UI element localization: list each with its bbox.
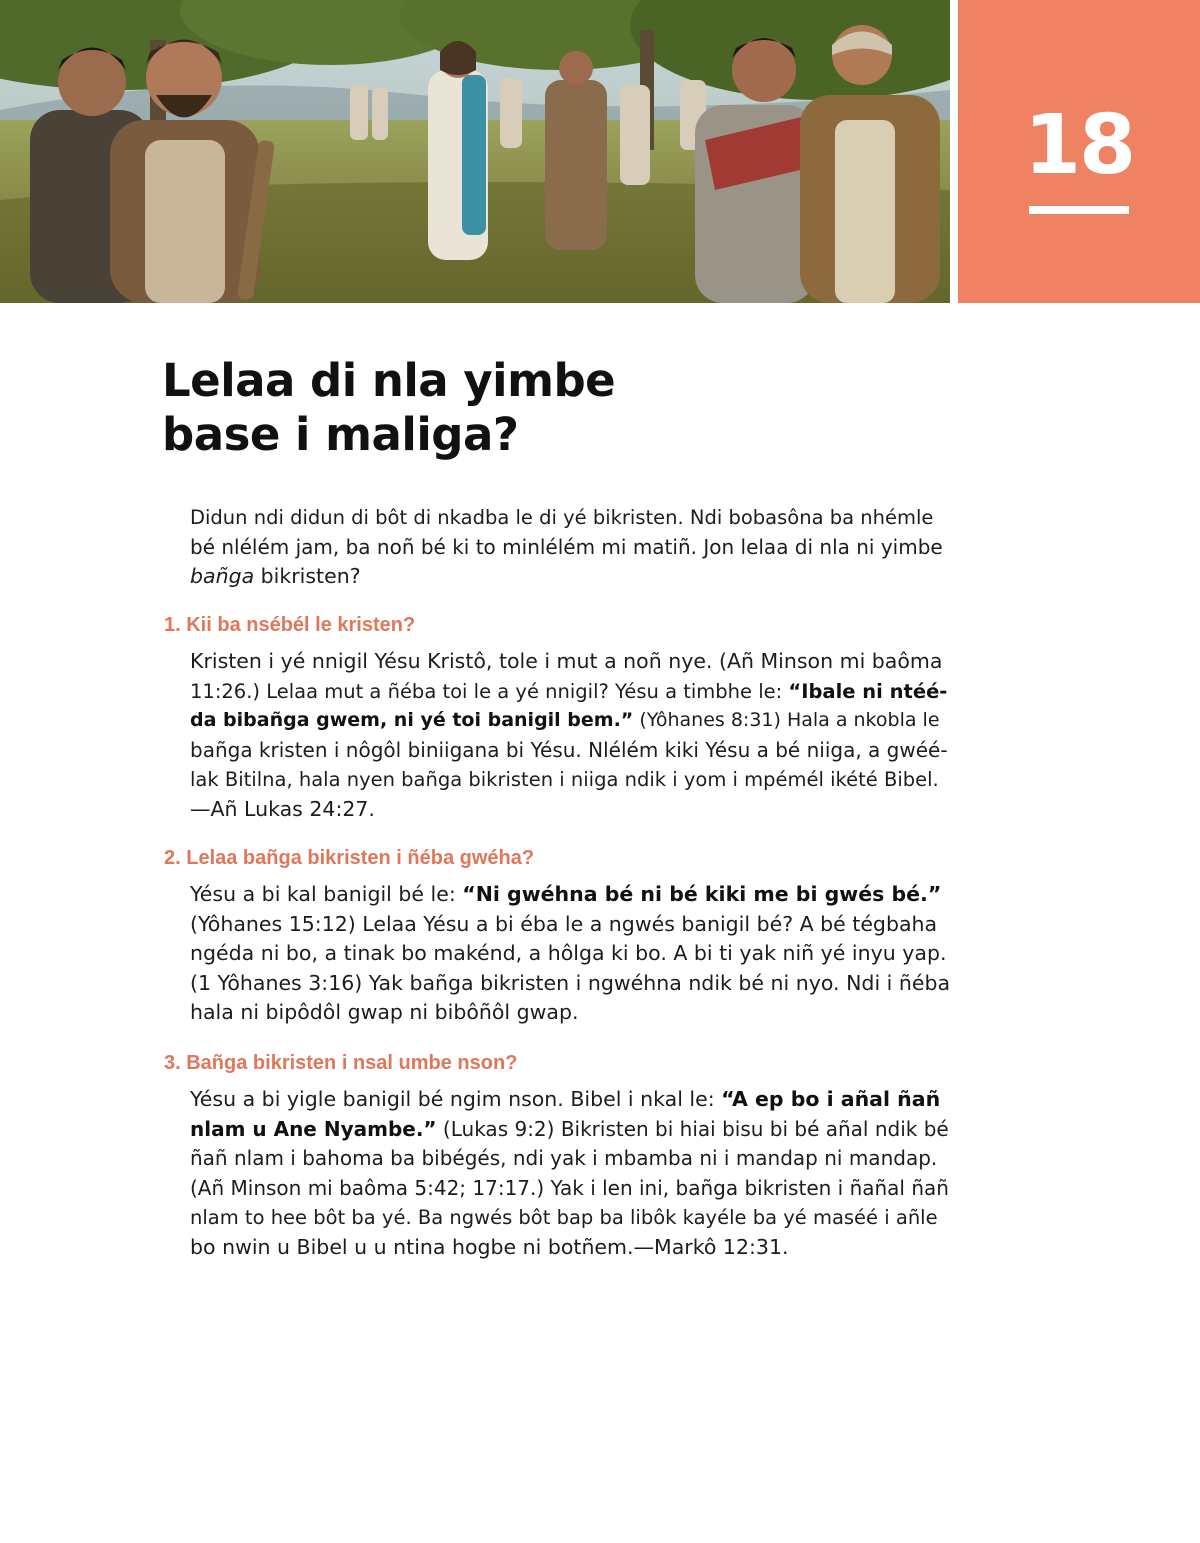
line-text: (Yôhanes 8:31) Hala a nkobla le: [633, 709, 940, 731]
page-title: [162, 354, 615, 462]
section-3-paragraph: [190, 1085, 950, 1262]
scripture-quote: da bibañga gwem, ni yé toi banigil bem.”: [190, 709, 634, 731]
hero-scene: [0, 0, 950, 303]
scripture-quote: nlam u Ane Nyambe.”: [190, 1116, 437, 1141]
intro-line: Didun ndi didun di bôt di nkadba le di yé bikristen. Ndi bobasôna ba nhémle: [190, 506, 934, 529]
paragraph-line: Kristen i yé nnigil Yésu Kristô, tole i mut a noñ nye. (Añ Minson mi baôma: [190, 649, 943, 673]
paragraph-line: nlam to hee bôt ba yé. Ba ngwés bôt bap ba libôk kayéle ba yé maséé i añle: [190, 1206, 938, 1229]
scripture-quote: “Ni gwéhna bé ni bé kiki me bi gwés bé.”: [462, 882, 942, 906]
paragraph-line: [190, 1085, 950, 1115]
intro-line: [190, 562, 950, 592]
paragraph-line: (Yôhanes 15:12) Lelaa Yésu a bi éba le a ngwés banigil bé? A bé tégbaha: [190, 911, 938, 936]
section-3-heading: 3. Bañga bikristen i nsal umbe nson?: [164, 1052, 518, 1074]
line-text: 11:26.) Lelaa mut a ñéba toi le a yé nnigil? Yésu a timbhe le:: [190, 679, 789, 703]
paragraph-line: [190, 1115, 950, 1145]
scripture-quote: “A ep bo i añal ñañ: [721, 1087, 941, 1111]
paragraph-line: ngéda ni bo, a tinak bo makénd, a hôlga ki bo. A bi ti yak niñ yé inyu yap.: [190, 941, 947, 965]
paragraph-line: [190, 880, 950, 910]
section-1-heading: 1. Kii ba nsébél le kristen?: [164, 614, 416, 636]
page-title-line-1: Lelaa di nla yimbe: [162, 354, 616, 407]
intro-line: bé nlélém jam, ba noñ bé ki to minlélém mi matiñ. Jon lelaa di nla ni yimbe: [190, 534, 943, 559]
intro-emphasis: bañga: [190, 564, 255, 588]
paragraph-line: bo nwin u Bibel u u ntina hogbe ni botñem.—Markô 12:31.: [190, 1234, 789, 1259]
section-2-heading: 2. Lelaa bañga bikristen i ñéba gwéha?: [164, 847, 535, 869]
intro-paragraph: [190, 503, 950, 592]
section-1-paragraph: [190, 647, 950, 824]
intro-line-rest: bikristen?: [254, 564, 361, 588]
line-text: Yésu a bi kal banigil bé le:: [190, 882, 463, 906]
section-2-paragraph: [190, 880, 950, 1028]
line-text: Yésu a bi yigle banigil bé ngim nson. Bibel i nkal le:: [190, 1087, 722, 1111]
hero-illustration: [0, 0, 950, 303]
paragraph-line: lak Bitilna, hala nyen bañga bikristen i niiga ndik i yom i mpémél ikété Bibel.: [190, 768, 939, 791]
paragraph-line: hala ni bipôdôl gwap ni bibôñôl gwap.: [190, 1000, 579, 1024]
chapter-number: 18: [1023, 98, 1135, 193]
scripture-quote: “Ibale ni ntéé-: [788, 679, 948, 703]
chapter-badge: [958, 0, 1200, 303]
paragraph-line: (1 Yôhanes 3:16) Yak bañga bikristen i ngwéhna ndik bé ni nyo. Ndi i ñéba: [190, 970, 951, 995]
page-title-line-2: base i maliga?: [162, 408, 519, 461]
paragraph-line: (Añ Minson mi baôma 5:42; 17:17.) Yak i len ini, bañga bikristen i ñañal ñañ: [190, 1175, 949, 1200]
paragraph-line: bañga kristen i nôgôl biniigana bi Yésu. Nlélém kiki Yésu a bé niiga, a gwéé-: [190, 737, 948, 762]
paragraph-line: [190, 677, 950, 707]
chapter-underline: [1029, 206, 1129, 214]
paragraph-line: ñañ nlam i bahoma ba bibégés, ndi yak i mbamba ni i mandap ni mandap.: [190, 1146, 938, 1170]
paragraph-line: [190, 706, 950, 736]
line-text: (Lukas 9:2) Bikristen bi hiai bisu bi bé añal ndik bé: [436, 1116, 949, 1141]
paragraph-line: —Añ Lukas 24:27.: [190, 796, 375, 821]
